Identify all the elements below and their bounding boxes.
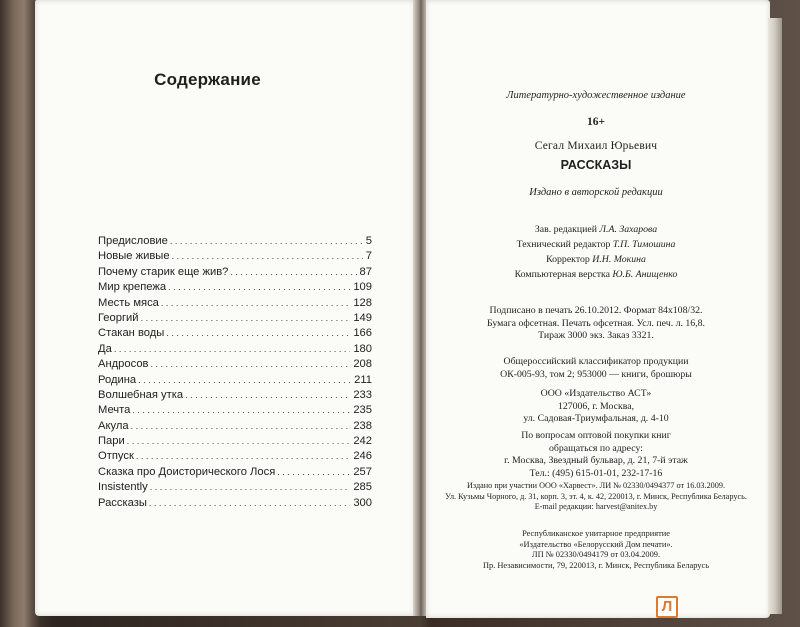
toc-entry xyxy=(98,496,372,511)
toc-entry xyxy=(98,403,372,418)
toc-entry xyxy=(98,296,372,311)
edition-note: Издано в авторской редакции xyxy=(529,187,663,198)
staff-name: И.Н. Мокина xyxy=(592,254,646,265)
toc-leader-dots xyxy=(127,434,351,449)
publisher-line: ООО «Издательство АСТ» xyxy=(540,388,652,399)
toc-leader-dots xyxy=(114,342,351,357)
toc-entry-page: 5 xyxy=(365,235,372,247)
print-info-line: Подписано в печать 26.10.2012. Формат 84x108/32. xyxy=(489,305,703,316)
staff-role: Компьютерная верстка xyxy=(514,269,610,280)
toc-entry xyxy=(98,311,372,326)
staff-line xyxy=(426,222,766,237)
toc-leader-dots xyxy=(168,280,350,295)
staff-line xyxy=(426,267,766,282)
toc-entry-page: 257 xyxy=(353,465,372,478)
wholesale-line: г. Москва, Звездный бульвар, д. 21, 7-й этаж xyxy=(504,455,688,467)
toc-entry-title: Акула xyxy=(98,419,129,432)
print-info xyxy=(426,305,766,343)
wholesale-contacts xyxy=(426,430,766,480)
toc-entry xyxy=(98,265,372,280)
toc-entry xyxy=(98,434,372,449)
toc-entry-title: Мир крепежа xyxy=(98,281,167,294)
toc-entry xyxy=(98,249,372,264)
toc-entry xyxy=(98,342,372,357)
toc-entry-page: 166 xyxy=(353,327,372,340)
toc-leader-dots xyxy=(161,296,350,311)
toc-title: Содержание xyxy=(154,70,261,89)
toc-entry-title: Новые живые xyxy=(98,250,170,263)
toc-leader-dots xyxy=(138,373,351,388)
toc-list xyxy=(98,234,372,511)
toc-entry xyxy=(98,465,372,480)
toc-entry-title: Предисловие xyxy=(98,235,168,247)
edition-type: Литературно-художественное издание xyxy=(506,90,686,101)
toc-entry-title: Insistently xyxy=(98,481,148,494)
toc-leader-dots xyxy=(170,234,363,249)
toc-entry xyxy=(98,480,372,495)
editorial-staff xyxy=(426,222,766,282)
toc-entry-page: 7 xyxy=(365,250,372,263)
staff-name: Л.А. Захарова xyxy=(599,224,658,235)
toc-entry-page: 149 xyxy=(353,311,372,324)
toc-entry-page: 87 xyxy=(359,265,372,278)
toc-leader-dots xyxy=(277,465,350,480)
staff-role: Технический редактор xyxy=(516,239,611,250)
staff-line xyxy=(426,237,766,252)
toc-entry-page: 242 xyxy=(353,435,372,448)
toc-leader-dots xyxy=(151,357,351,372)
staff-role: Зав. редакцией xyxy=(534,224,597,235)
printer-line: «Издательство «Белорусский Дом печати». xyxy=(519,539,673,549)
book-gutter xyxy=(413,0,427,616)
print-info-line: Тираж 3000 экз. Заказ 3321. xyxy=(538,330,654,342)
belarus-partner-info xyxy=(426,481,766,513)
toc-entry-page: 246 xyxy=(353,450,372,463)
toc-leader-dots xyxy=(230,265,356,280)
toc-entry-title: Стакан воды xyxy=(98,327,165,340)
toc-entry xyxy=(98,326,372,341)
toc-entry-title: Пари xyxy=(98,435,125,448)
staff-line xyxy=(426,252,766,267)
toc-entry-title: Андросов xyxy=(98,358,149,371)
toc-leader-dots xyxy=(150,480,351,495)
print-info-line: Бумага офсетная. Печать офсетная. Усл. печ. л. 16,8. xyxy=(487,317,705,329)
age-rating: 16+ xyxy=(586,116,606,128)
classifier-line: Общероссийский классификатор продукции xyxy=(503,356,689,367)
toc-entry-page: 128 xyxy=(353,296,372,309)
toc-entry-page: 300 xyxy=(353,496,372,509)
wholesale-line: Тел.: (495) 615-01-01, 232-17-16 xyxy=(529,467,663,479)
toc-entry-title: Волшебная утка xyxy=(98,388,184,401)
publisher-address xyxy=(426,388,766,426)
toc-entry xyxy=(98,388,372,403)
toc-entry xyxy=(98,419,372,434)
toc-entry xyxy=(98,373,372,388)
toc-entry-page: 211 xyxy=(354,373,372,386)
toc-entry-title: Рассказы xyxy=(98,496,147,509)
toc-entry-title: Отпуск xyxy=(98,450,134,463)
publisher-line: 127006, г. Москва, xyxy=(557,400,635,412)
toc-leader-dots xyxy=(149,496,350,511)
toc-entry-page: 238 xyxy=(353,419,372,432)
toc-entry xyxy=(98,234,372,249)
wholesale-line: По вопросам оптовой покупки книг xyxy=(521,430,671,441)
toc-entry-title: Месть мяса xyxy=(98,296,159,309)
publisher-line: ул. Садовая-Триумфальная, д. 4-10 xyxy=(523,413,669,425)
toc-leader-dots xyxy=(185,388,350,403)
toc-entry-page: 208 xyxy=(353,358,372,371)
toc-entry xyxy=(98,280,372,295)
partner-line: E-mail редакции: harvest@anitex.by xyxy=(534,502,658,512)
staff-name: Ю.Б. Анищенко xyxy=(612,269,678,280)
staff-role: Корректор xyxy=(546,254,590,265)
toc-entry-title: Родина xyxy=(98,373,137,386)
toc-leader-dots xyxy=(172,249,363,264)
partner-line: Ул. Кузьмы Чорного, д. 31, корп. 3, эт. 4, к. 42, 220013, г. Минск, Республика Беларусь. xyxy=(445,491,747,501)
staff-name: Т.П. Тимошина xyxy=(612,239,676,250)
classifier-line: ОК-005-93, том 2; 953000 — книги, брошюры xyxy=(500,368,692,380)
toc-leader-dots xyxy=(141,311,351,326)
printer-line: ЛП № 02330/0494179 от 03.04.2009. xyxy=(531,550,661,560)
toc-leader-dots xyxy=(136,449,350,464)
toc-entry-title: Мечта xyxy=(98,404,131,417)
toc-entry-title: Сказка про Доисторического Лося xyxy=(98,465,276,478)
toc-entry-page: 180 xyxy=(353,342,372,355)
printer-line: Республиканское унитарное предприятие xyxy=(522,529,670,538)
toc-leader-dots xyxy=(166,326,350,341)
toc-entry-page: 235 xyxy=(353,404,372,417)
partner-line: Издано при участии ООО «Харвест». ЛИ № 02330/0494377 от 16.03.2009. xyxy=(467,481,725,490)
toc-leader-dots xyxy=(131,419,351,434)
toc-entry xyxy=(98,449,372,464)
toc-entry xyxy=(98,357,372,372)
wholesale-line: обращаться по адресу: xyxy=(549,442,643,454)
page-edges xyxy=(768,18,782,614)
watermark-logo: Л xyxy=(656,596,678,618)
toc-entry-page: 109 xyxy=(353,281,372,294)
toc-entry-title: Почему старик еще жив? xyxy=(98,265,229,278)
toc-entry-title: Георгий xyxy=(98,311,139,324)
book-title: РАССКАЗЫ xyxy=(560,158,632,172)
product-classifier xyxy=(426,356,766,381)
printer-info xyxy=(426,529,766,571)
toc-entry-page: 285 xyxy=(353,481,372,494)
toc-leader-dots xyxy=(132,403,350,418)
toc-entry-title: Да xyxy=(98,342,112,355)
toc-entry-page: 233 xyxy=(353,388,372,401)
author-name: Сегал Михаил Юрьевич xyxy=(534,140,658,152)
printer-line: Пр. Независимости, 79, 220013, г. Минск, Республика Беларусь xyxy=(482,560,710,570)
